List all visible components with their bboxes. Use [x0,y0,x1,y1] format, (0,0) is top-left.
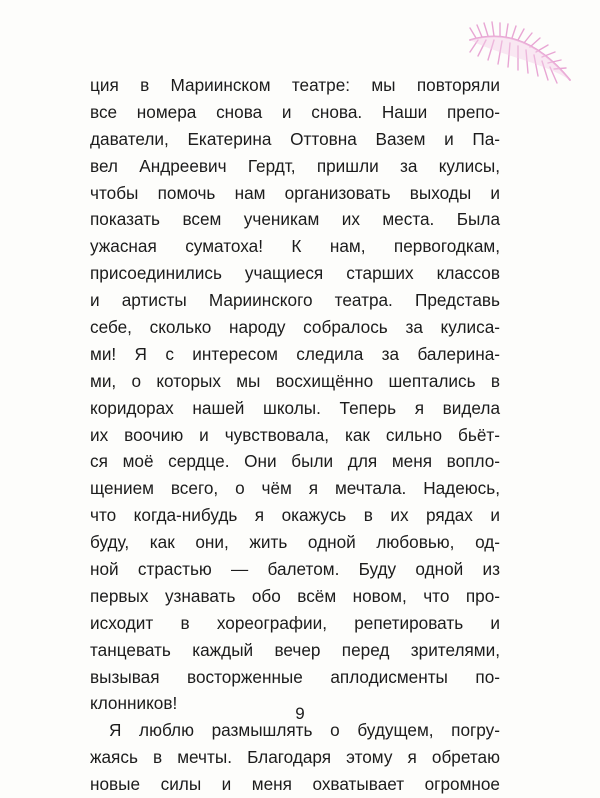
text-line: Я люблю размышлять о будущем, погру- [109,720,500,741]
text-line: первых узнавать обо всём новом, что про- [90,585,500,606]
page-number: 9 [295,704,305,723]
text-line: даватели, Екатерина Оттовна Вазем и Па- [90,128,500,149]
text-line: ся моё сердце. Они были для меня вопло- [90,451,500,472]
text-line: ми, о которых мы восхищённо шептались в [90,370,500,391]
text-line: все номера снова и снова. Наши препо- [90,101,500,122]
text-line: показать всем ученикам их места. Была [90,209,500,230]
text-line: что когда-нибудь я окажусь в их рядах и [90,505,500,526]
text-line: себе, сколько народу собралось за кулиса- [90,317,500,338]
text-line: вызывая восторженные аплодисменты по- [90,666,500,687]
text-line: клонников! [90,693,178,714]
text-line: жаясь в мечты. Благодаря этому я обретаю [90,747,500,768]
text-line: вел Андреевич Гердт, пришли за кулисы, [90,155,500,176]
body-text [90,72,500,798]
text-line: чтобы помочь нам организовать выходы и [90,182,500,203]
text-line: и артисты Мариинского театра. Представь [90,290,500,311]
text-line: буду, как они, жить одной любовью, од- [90,532,500,553]
text-line: щением всего, о чём я мечтала. Надеюсь, [90,478,500,499]
text-line: исходит в хореографии, репетировать и [90,612,500,633]
text-line: ми! Я с интересом следила за балерина- [90,343,500,364]
text-line: их воочию и чувствовала, как сильно бьёт- [90,424,500,445]
text-line: танцевать каждый вечер перед зрителями, [90,639,500,660]
text-line: ной страстью — балетом. Буду одной из [90,559,500,580]
text-line: присоединились учащиеся старших классов [90,263,500,284]
text-line: коридорах нашей школы. Теперь я видела [90,397,500,418]
text-line: ция в Мариинском театре: мы повторяли [90,75,500,95]
text-line: ужасная суматоха! К нам, первогодкам, [90,236,500,257]
text-line: новые силы и меня охватывает огромное [90,774,500,795]
